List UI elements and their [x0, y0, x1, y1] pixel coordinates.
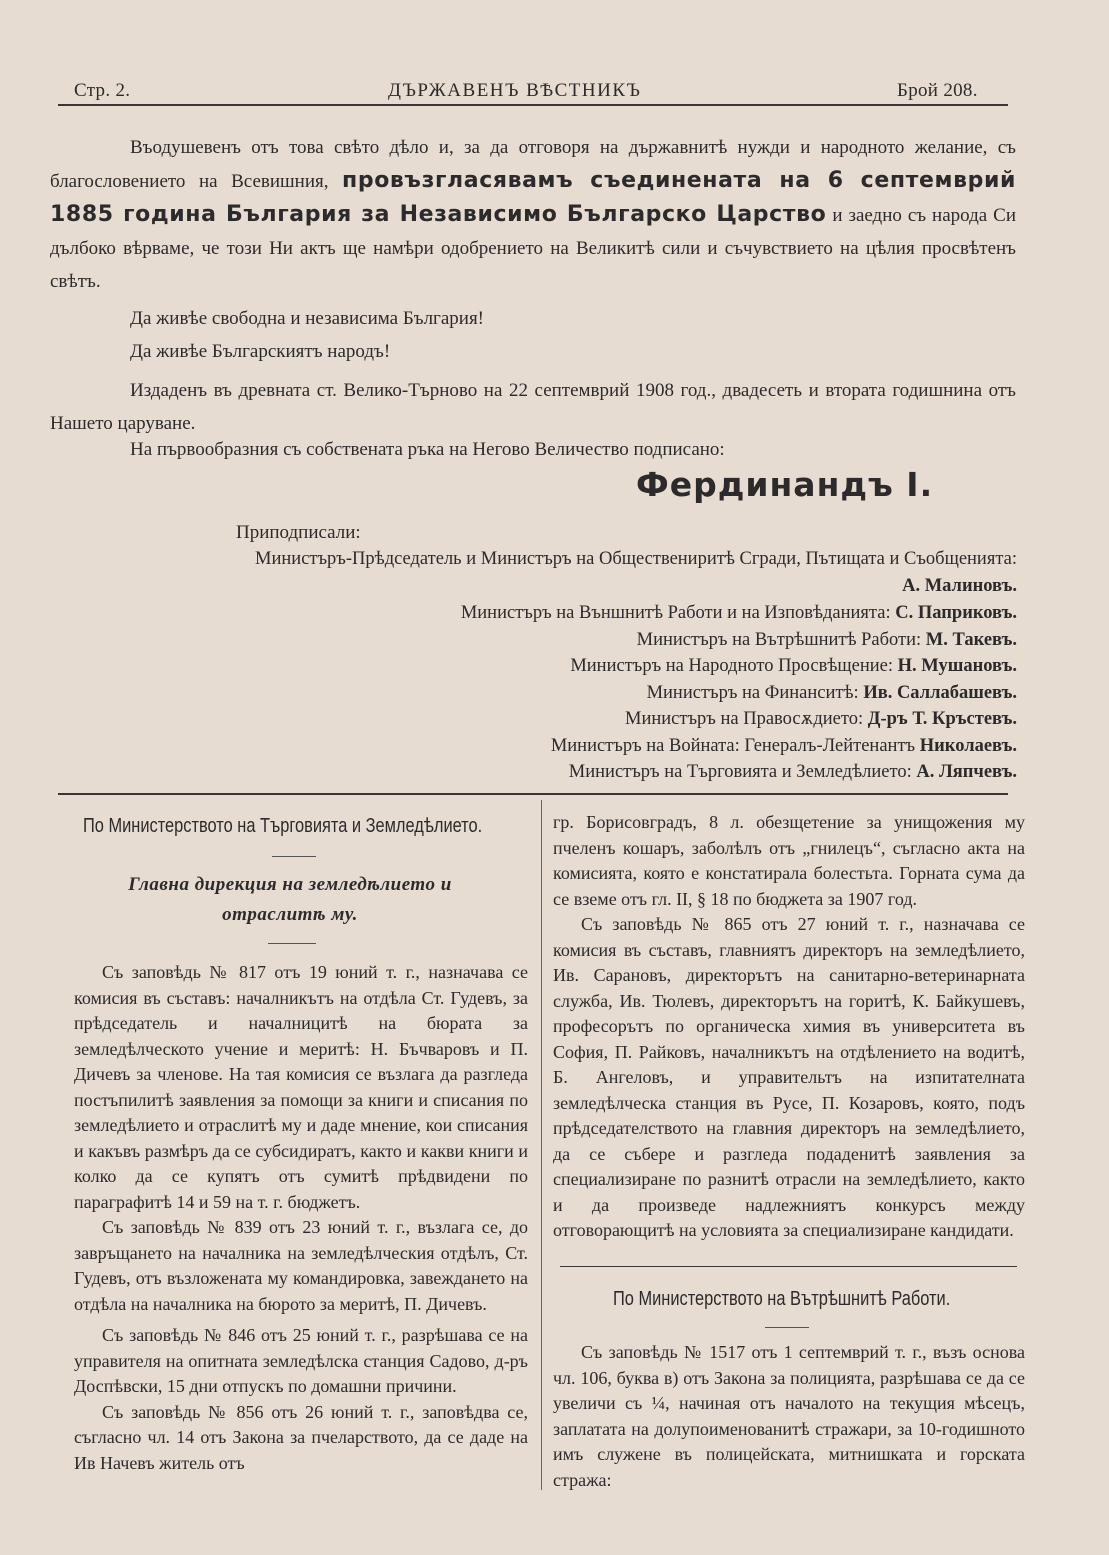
right-paragraph-2: Съ заповѣдь № 865 отъ 27 юний т. г., назначава се комисия въ съставъ, главниятъ директоръ на земледѣлието, Ив. Сарановъ, директорътъ на санитарно-ветеринарната служба, Ив. Тюлевъ, директорътъ на горитѣ, К. Байкушевъ, професорътъ по органическа химия въ университета въ София, П. Райковъ, началникътъ на отдѣлението на водитѣ, Б. Ангеловъ, и управительтъ на изпитателната земледѣлческа станция въ Русе, П. Козаровъ, която, подъ прѣдседателството на главния директоръ на земледѣлието, да се събере и разгледа подаденитѣ заявления за специализиране по разнитѣ отрасли на земледѣлието, както и да произведе надлежниятъ конкурсъ между отговорающитѣ на условията за специализиране кандидати.	[553, 914, 1025, 1240]
right-paragraph-1: гр. Борисовградъ, 8 л. обезщетение за унищожения му пчеленъ кошаръ, заболѣлъ отъ „гнилецъ“, съгласно акта на комисията, която е констатирала болестьта. Горната сума да се вземе отъ гл. II, § 18 по бюджета за 1907 год.	[553, 812, 1025, 909]
page-number: Стр. 2.	[74, 80, 131, 101]
proclamation-text-start: Въодушевенъ отъ това свѣто дѣло и, за да отговоря на държавнитѣ нужди и народното желание, съ благословението на Всевишния,	[50, 137, 1016, 192]
minister-row	[551, 736, 1017, 757]
left-section-title: По Министерството на Търговията и Земледѣлието.	[83, 815, 483, 837]
minister-role: Министъръ на Народното Просвѣщение:	[570, 656, 893, 676]
section-rule	[58, 793, 1008, 795]
left-title-rule	[272, 856, 316, 857]
minister-role: Министъръ на Правосѫдието:	[625, 709, 864, 729]
minister-row	[570, 656, 1017, 677]
minister-role-1: Министъръ-Прѣдседатель и Министъръ на Обществениритѣ Сгради, Пътищата и Съобщенията:	[255, 549, 1017, 569]
minister-name-1	[902, 576, 1017, 597]
gazette-title: ДЪРЖАВЕНЪ ВѢСТНИКЪ	[388, 80, 642, 101]
issued-text: Издаденъ въ древната ст. Велико-Търново на 22 септемврий 1908 год., двадесеть и втората годишнина отъ Нашето царуване.	[50, 380, 1016, 434]
minister-name: Ив. Саллабашевъ.	[863, 682, 1017, 703]
minister-row	[569, 762, 1017, 783]
right-section-rule	[560, 1266, 1017, 1267]
left-paragraph-2: Съ заповѣдь № 839 отъ 23 юний т. г., възлага се, до завръщането на началника на земледѣлческия отдѣлъ, Ст. Гудевъ, отъ възложената му командировка, завеждането на отдѣла на началника на бюрото за меритѣ, П. Дичевъ.	[74, 1217, 528, 1314]
minister-row	[625, 709, 1017, 730]
left-subtitle-line1: Главна дирекция на земледѣлието и	[128, 874, 452, 895]
proclamation-bold: провъзгласявамъ съединената на 6 септемврий 1885 година България за Независимо Българско Царство	[50, 168, 1016, 227]
left-subtitle-rule	[268, 943, 316, 944]
minister-role: Министъръ на Войната: Генералъ-Лейтенантъ	[550, 735, 916, 756]
issued-paragraph	[50, 374, 1016, 440]
long-live-people: Да живѣе Българскиятъ народъ!	[130, 341, 391, 362]
issue-number: Брой 208.	[897, 80, 978, 101]
long-live-bulgaria: Да живѣе свободна и независима България!	[130, 308, 485, 329]
left-subtitle-line2: отраслитѣ му.	[222, 904, 358, 925]
left-subtitle	[80, 870, 500, 930]
king-signature: Фердинандъ I.	[636, 465, 934, 504]
right-title-rule	[765, 1327, 809, 1328]
right-column-body	[553, 810, 1025, 1244]
minister-name: Н. Мушановъ.	[897, 656, 1017, 676]
minister-role: Министъръ на Външнитѣ Работи и на Изповѣданията:	[460, 603, 891, 623]
header-rule	[58, 104, 1008, 106]
minister-name: М. Такевъ.	[925, 629, 1017, 650]
minister-row	[637, 630, 1017, 651]
signed-note: На първообразния съ собствената ръка на Негово Величество подписано:	[130, 439, 725, 460]
right-section-title: По Министерството на Вътрѣшнитѣ Работи.	[613, 1288, 951, 1310]
left-paragraph-1: Съ заповѣдь № 817 отъ 19 юний т. г., назначава се комисия въ съставъ: началникътъ на отдѣла Ст. Гудевъ, за прѣдседатель и началницитѣ на бюрата за земледѣлческото учение и меритѣ: Н. Бъчваровъ и П. Дичевъ за членове. На тая комисия се възлага да разгледа постъпилитѣ заявления за помощи за книги и списания по земледѣлието и отраслитѣ му и даде мнение, кои списания и какъвъ размѣръ да се субсидиратъ, както и какви книги и колко да се купятъ отъ сумитѣ прѣдвидени по параграфитѣ 14 и 59 на т. г. бюджетъ.	[74, 962, 528, 1212]
proclamation-paragraph	[50, 131, 1016, 298]
minister-name: Д-ръ Т. Кръстевъ.	[867, 709, 1017, 729]
proclamation-text-end: и заедно съ народа Си дълбоко вѣрваме, че този Ни актъ ще намѣри одобрението на Великитѣ сили и съчувствието на цѣлия просвѣтенъ свѣтъ.	[50, 205, 1016, 292]
minister-name-malinov: А. Малиновъ.	[902, 576, 1017, 596]
minister-name: С. Паприковъ.	[895, 603, 1017, 623]
right-paragraph-3: Съ заповѣдь № 1517 отъ 1 септемврий т. г., възъ основа чл. 106, буква в) отъ Закона за полицията, разрѣшава се да се увеличи съ ¼, начиная отъ началото на текущия мѣсецъ, заплатата на долупоименованитѣ стражари, за 10-годишното имъ служене въ полицейската, митнишката и горската стража:	[553, 1342, 1025, 1490]
minister-role: Министъръ на Търговията и Земледѣлието:	[568, 762, 912, 782]
minister-name: А. Ляпчевъ.	[916, 762, 1017, 782]
minister-name: Николаевъ.	[919, 735, 1017, 756]
minister-row	[647, 683, 1017, 704]
column-divider	[541, 800, 542, 1490]
minister-role: Министъръ на Вътрѣшнитѣ Работи:	[636, 629, 922, 650]
left-paragraph-4: Съ заповѣдь № 856 отъ 26 юний т. г., заповѣдва се, съгласно чл. 14 отъ Закона за пчеларството, да се даде на Ив Начевъ житель отъ	[74, 1401, 528, 1473]
right-column-body-2	[553, 1340, 1025, 1493]
left-column-body	[74, 960, 528, 1476]
left-paragraph-3: Съ заповѣдь № 846 отъ 25 юний т. г., разрѣшава се на управителя на опитната земледѣлска станция Садово, д-ръ Доспѣвски, 15 дни отпускъ по домашни причини.	[74, 1325, 528, 1396]
cosigners-label: Приподписали:	[236, 522, 361, 543]
minister-row	[461, 603, 1017, 624]
minister-role: Министъръ на Финанситѣ:	[646, 682, 859, 703]
